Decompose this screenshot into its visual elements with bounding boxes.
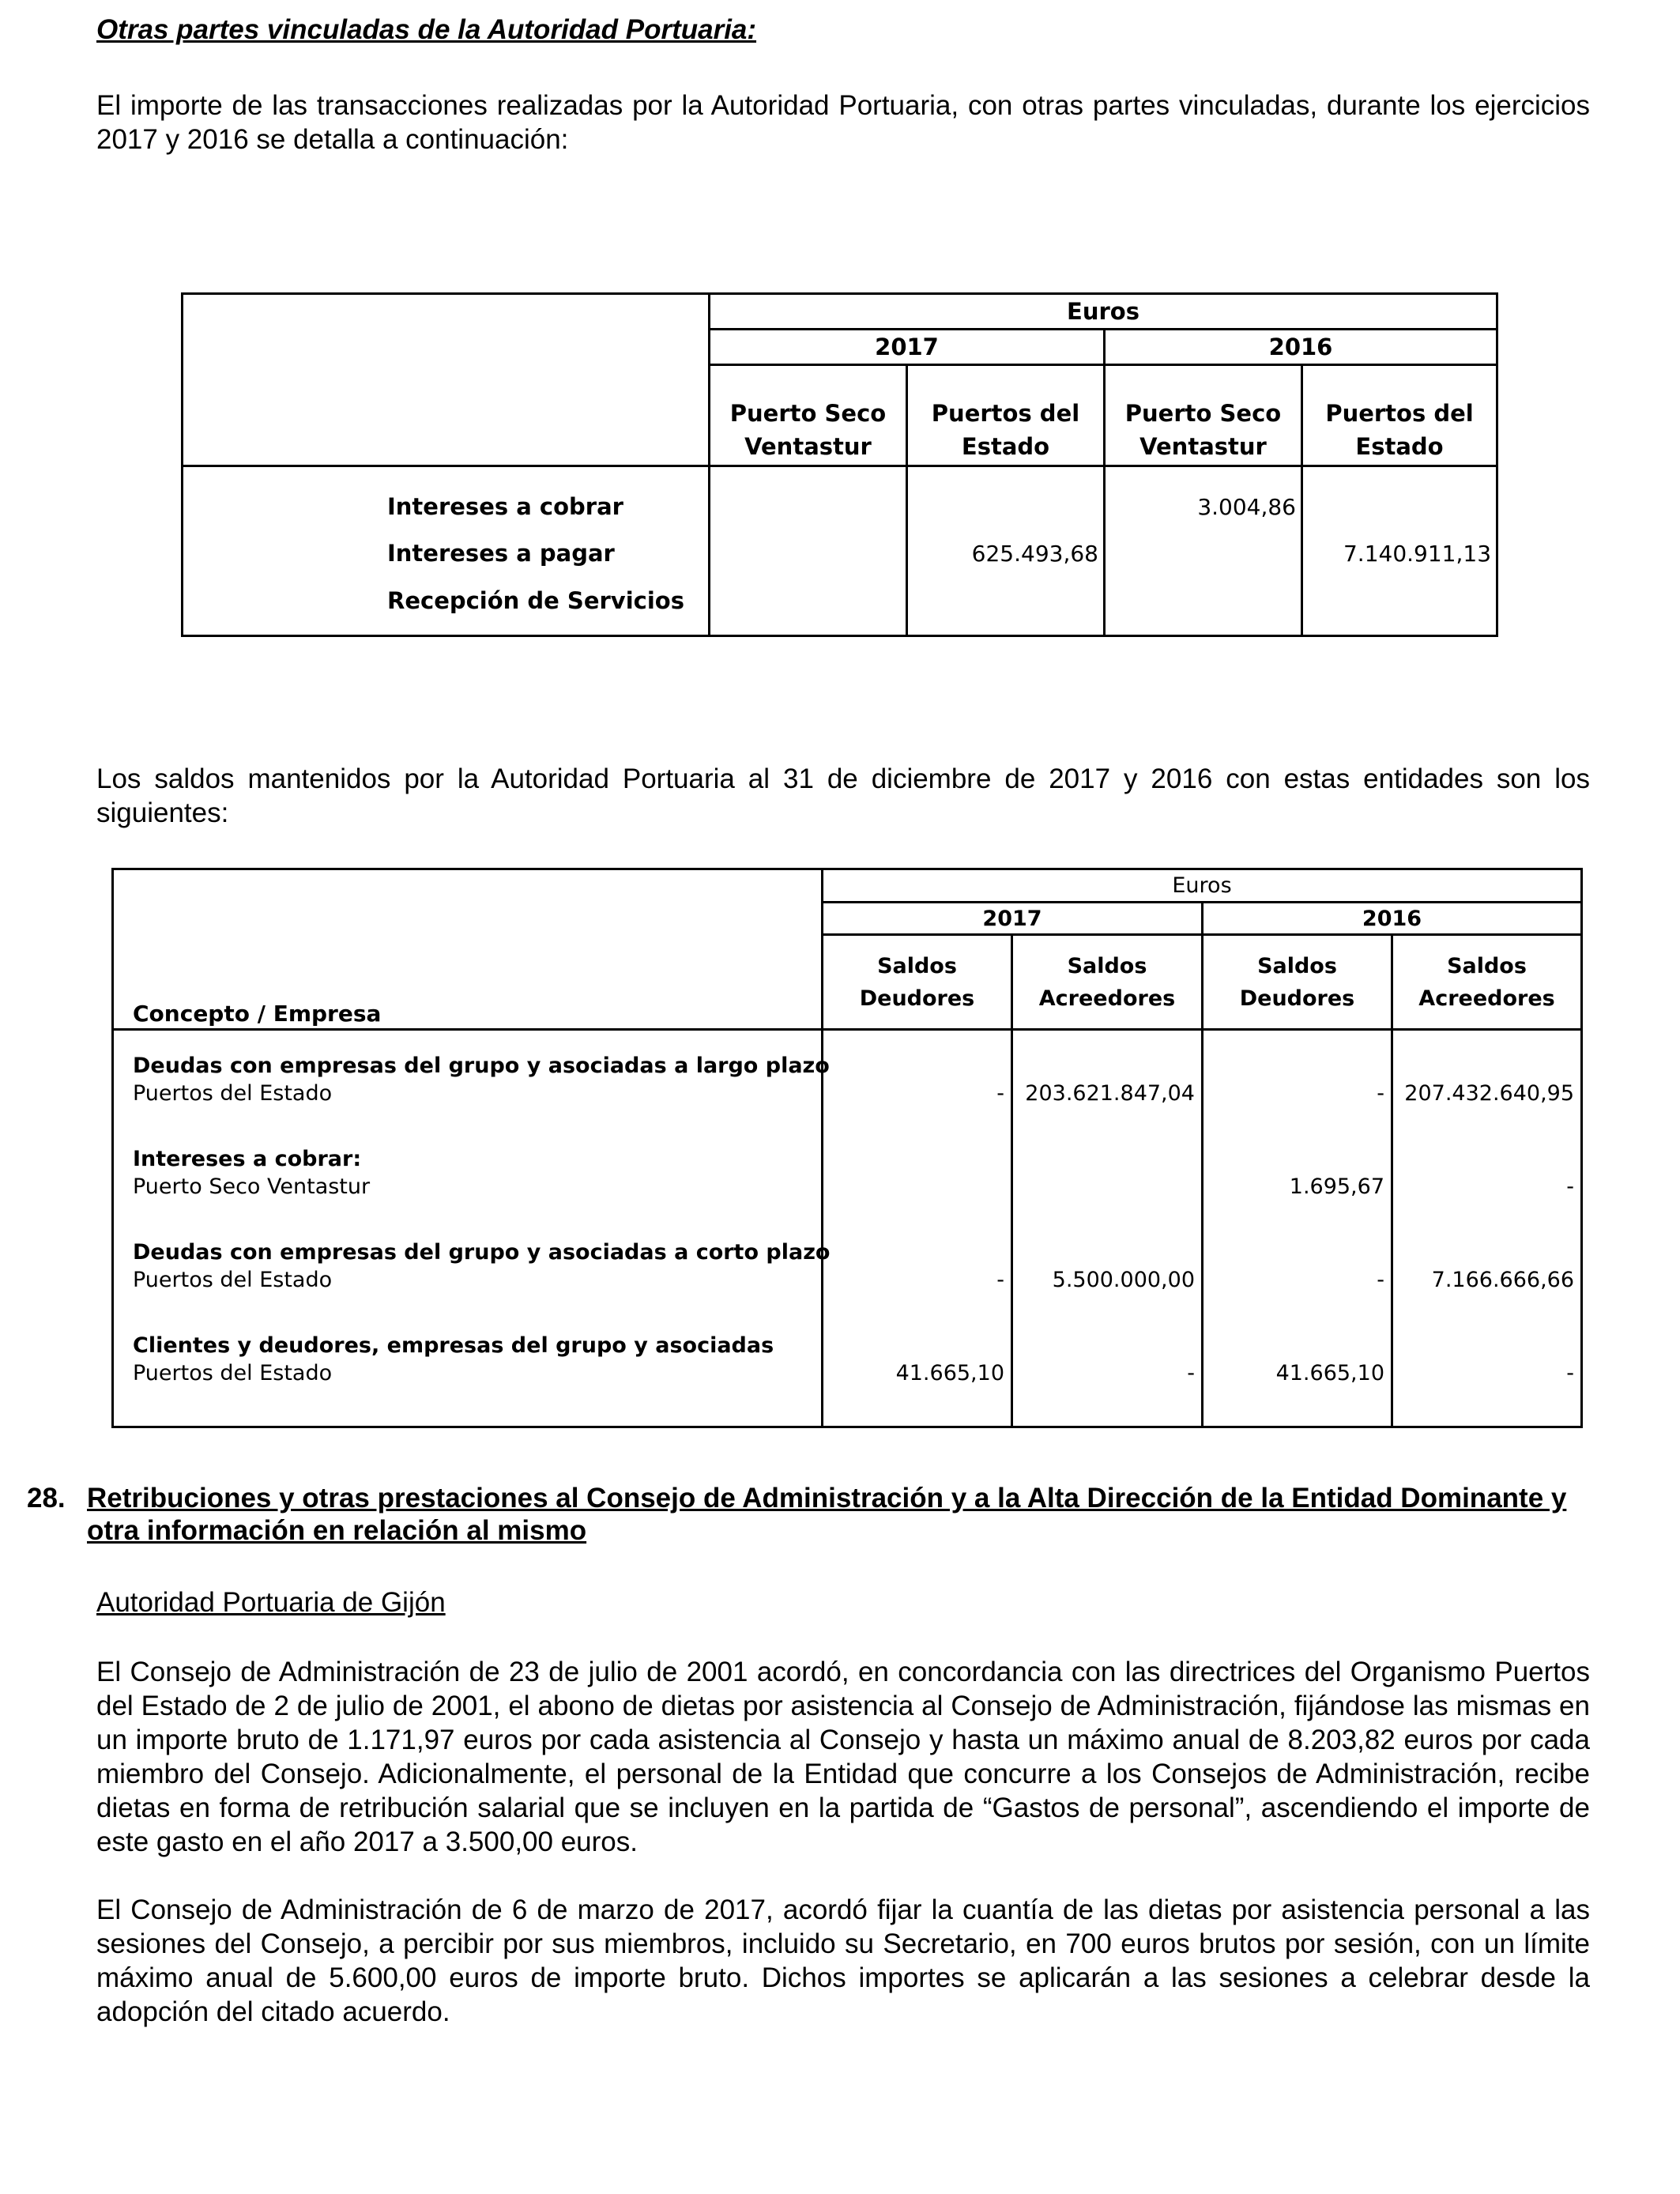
section-title: Otras partes vinculadas de la Autoridad Portuaria: (96, 14, 757, 45)
note-paragraph-2: El Consejo de Administración de 6 de marzo de 2017, acordó fijar la cuantía de las dietas por asistencia personal a las sesiones del Consejo, a percibir por sus miembros, incluido su Secretario, en 700 euros brutos por sesión, con un límite máximo anual de 5.600,00 euros de importe bruto. Dichos importes se aplicarán a las sesiones a celebrar desde la adopción del citado acuerdo. (96, 1894, 1590, 2027)
table2-year-2017: 2017 (823, 903, 1203, 935)
table1-cell: 625.493,68 (907, 520, 1105, 587)
table1-cell (1302, 466, 1497, 520)
table2-cell: - (823, 1078, 1012, 1110)
table2-cell (823, 1171, 1012, 1203)
table2-group-heading: Deudas con empresas del grupo y asociadas a corto plazo (133, 1239, 831, 1265)
table2-cell: - (1203, 1265, 1392, 1296)
table2-cell: 7.166.666,66 (1392, 1265, 1582, 1296)
note-paragraph-1: El Consejo de Administración de 23 de julio de 2001 acordó, en concordancia con las directrices del Organismo Puertos del Estado de 2 de julio de 2001, el abono de dietas por asistencia al Consejo de Administración, fijándose las mismas en un importe bruto de 1.171,97 euros por cada asistencia al Consejo y hasta un máximo anual de 8.203,82 euros por cada miembro del Consejo. Adicionalmente, el personal de la Entidad que concurre a los Consejos de Administración, recibe dietas en forma de retribución salarial que se incluyen en la partida de “Gastos de personal”, ascendiendo el importe de este gasto en el año 2017 a 3.500,00 euros. (96, 1657, 1590, 1857)
table2-entity: Puerto Seco Ventastur (133, 1174, 371, 1199)
table1-cell: 3.004,86 (1105, 466, 1302, 520)
table2-cell: 1.695,67 (1203, 1171, 1392, 1203)
table1-col-header: Puertos del Estado (907, 365, 1105, 466)
table1-row-label: Recepción de Servicios (387, 586, 684, 614)
table1-cell (710, 587, 907, 636)
table2-euros-header: Euros (823, 869, 1582, 903)
table1-cell (1302, 587, 1497, 636)
table2-cell: - (823, 1265, 1012, 1296)
table2-entity: Puertos del Estado (133, 1081, 333, 1106)
table1-euros-header: Euros (710, 294, 1497, 330)
note-number: 28. (27, 1483, 66, 1514)
intro-paragraph: El importe de las transacciones realizadas por la Autoridad Portuaria, con otras partes vinculadas, durante los ejercicios 2017 y 2016 se detalla a continuación: (96, 90, 1590, 155)
table1-cell (1105, 587, 1302, 636)
table2-group-heading: Clientes y deudores, empresas del grupo y asociadas (133, 1333, 774, 1358)
table1-cell: 7.140.911,13 (1302, 520, 1497, 587)
table1-col-header: Puertos del Estado (1302, 365, 1497, 466)
table2-cell: 41.665,10 (823, 1358, 1012, 1389)
balances-table (111, 868, 1583, 1428)
table1-empty-header (183, 294, 710, 466)
table2-cell: 41.665,10 (1203, 1358, 1392, 1389)
concept-header: Concepto / Empresa (133, 1001, 382, 1027)
table2-year-2016: 2016 (1203, 903, 1582, 935)
table2-entity: Puertos del Estado (133, 1361, 333, 1385)
table2-col-header: Saldos Deudores (1203, 935, 1392, 1030)
table2-group-heading: Intereses a cobrar: (133, 1146, 362, 1171)
table1-cell (710, 520, 907, 587)
table2-cell: - (1012, 1358, 1203, 1389)
table2-cell: - (1392, 1358, 1582, 1389)
table2-cell (1012, 1171, 1203, 1203)
balances-paragraph: Los saldos mantenidos por la Autoridad Portuaria al 31 de diciembre de 2017 y 2016 con estas entidades son los siguientes: (96, 763, 1590, 828)
table2-cell: 5.500.000,00 (1012, 1265, 1203, 1296)
table1-row-label: Intereses a cobrar (183, 466, 710, 520)
table2-cell: - (1392, 1171, 1582, 1203)
table1-row-label: Intereses a pagar (387, 540, 615, 567)
table1-cell (1105, 520, 1302, 587)
table1-col-header: Puerto Seco Ventastur (1105, 365, 1302, 466)
table1-cell (710, 466, 907, 520)
table1-cell (907, 466, 1105, 520)
table1-cell (907, 587, 1105, 636)
table2-col-header: Saldos Acreedores (1392, 935, 1582, 1030)
table2-cell: 207.432.640,95 (1392, 1078, 1582, 1110)
transactions-table (181, 292, 1498, 637)
table2-cell: 203.621.847,04 (1012, 1078, 1203, 1110)
table1-year-2016: 2016 (1105, 330, 1497, 365)
table2-entity: Puertos del Estado (133, 1268, 333, 1292)
note-title: Retribuciones y otras prestaciones al Consejo de Administración y a la Alta Dirección de la Entidad Dominante y otra información en relación al mismo (87, 1483, 1567, 1546)
table2-group-heading: Deudas con empresas del grupo y asociadas a largo plazo (113, 1030, 823, 1078)
table2-col-header: Saldos Acreedores (1012, 935, 1203, 1030)
table1-col-header: Puerto Seco Ventastur (710, 365, 907, 466)
note-subtitle: Autoridad Portuaria de Gijón (96, 1587, 446, 1618)
table2-col-header: Saldos Deudores (823, 935, 1012, 1030)
table2-cell: - (1203, 1078, 1392, 1110)
table1-year-2017: 2017 (710, 330, 1105, 365)
